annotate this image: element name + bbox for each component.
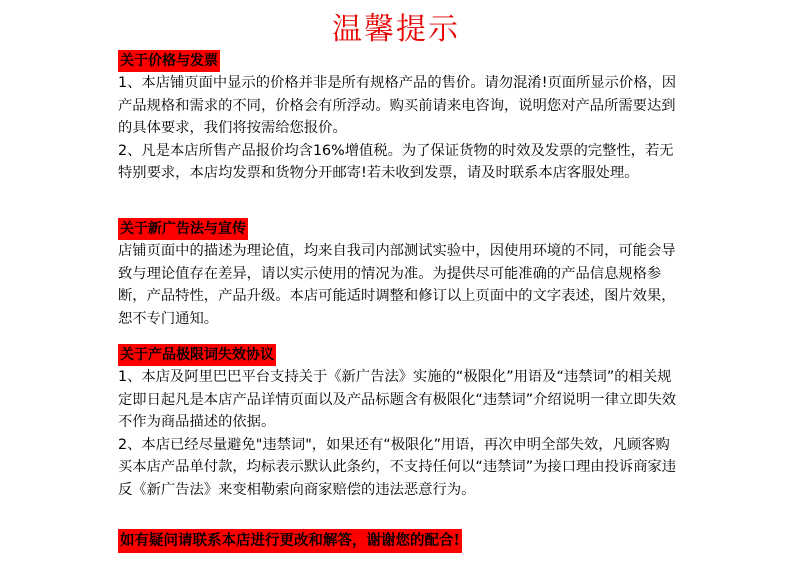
- section-heading-price-invoice: 关于价格与发票: [118, 50, 220, 72]
- section-paragraph-advertising: 店铺页面中的描述为理论值，均来自我司内部测试实验中，因使用环境的不同，可能会导致与理论值存在差异，请以实示使用的情况为准。为提供尽可能准确的产品信息规格参断，产品特性，产品升级。本店可能适时调整和修订以上页面中的文字表述，图片效果，恕不专门通知。: [118, 243, 676, 327]
- section-paragraph-invoice: 2、凡是本店所售产品报价均含16%增值税。为了保证货物的时效及发票的完整性，若无特别要求，本店均发票和货物分开邮寄!若未收到发票，请及时联系本店客服处理。: [118, 142, 674, 181]
- section-paragraph-price: 1、本店铺页面中显示的价格并非是所有规格产品的售价。请勿混淆!页面所显示价格，因产品规格和需求的不同，价格会有所浮动。购买前请来电咨询，说明您对产品所需要达到的具体要求，我们将按需给您报价。: [118, 75, 677, 136]
- section-heading-advertising-law: 关于新广告法与宣传: [118, 218, 248, 240]
- section-paragraph-forbidden-1: 1、本店及阿里巴巴平台支持关于《新广告法》实施的“极限化”用语及“违禁词”的相关规定即日起凡是本店产品详情页面以及产品标题含有极限化“违禁词”介绍说明一律立即失效不作为商品描述的依据。: [118, 369, 677, 430]
- section-heading-forbidden-words: 关于产品极限词失效协议: [118, 344, 276, 366]
- section-paragraph-forbidden-2: 2、本店已经尽量避免"违禁词"，如果还有“极限化”用语，再次申明全部失效，凡顾客购买本店产品单付款，均标表示默认此条约，不支持任何以“违禁词”为接口理由投诉商家违反《新广告法》来变相勒索向商家赔偿的违法恶意行为。: [118, 436, 677, 498]
- page-title: 温馨提示: [332, 12, 460, 47]
- footer-contact-banner: 如有疑问请联系本店进行更改和解答，谢谢您的配合!: [118, 529, 462, 553]
